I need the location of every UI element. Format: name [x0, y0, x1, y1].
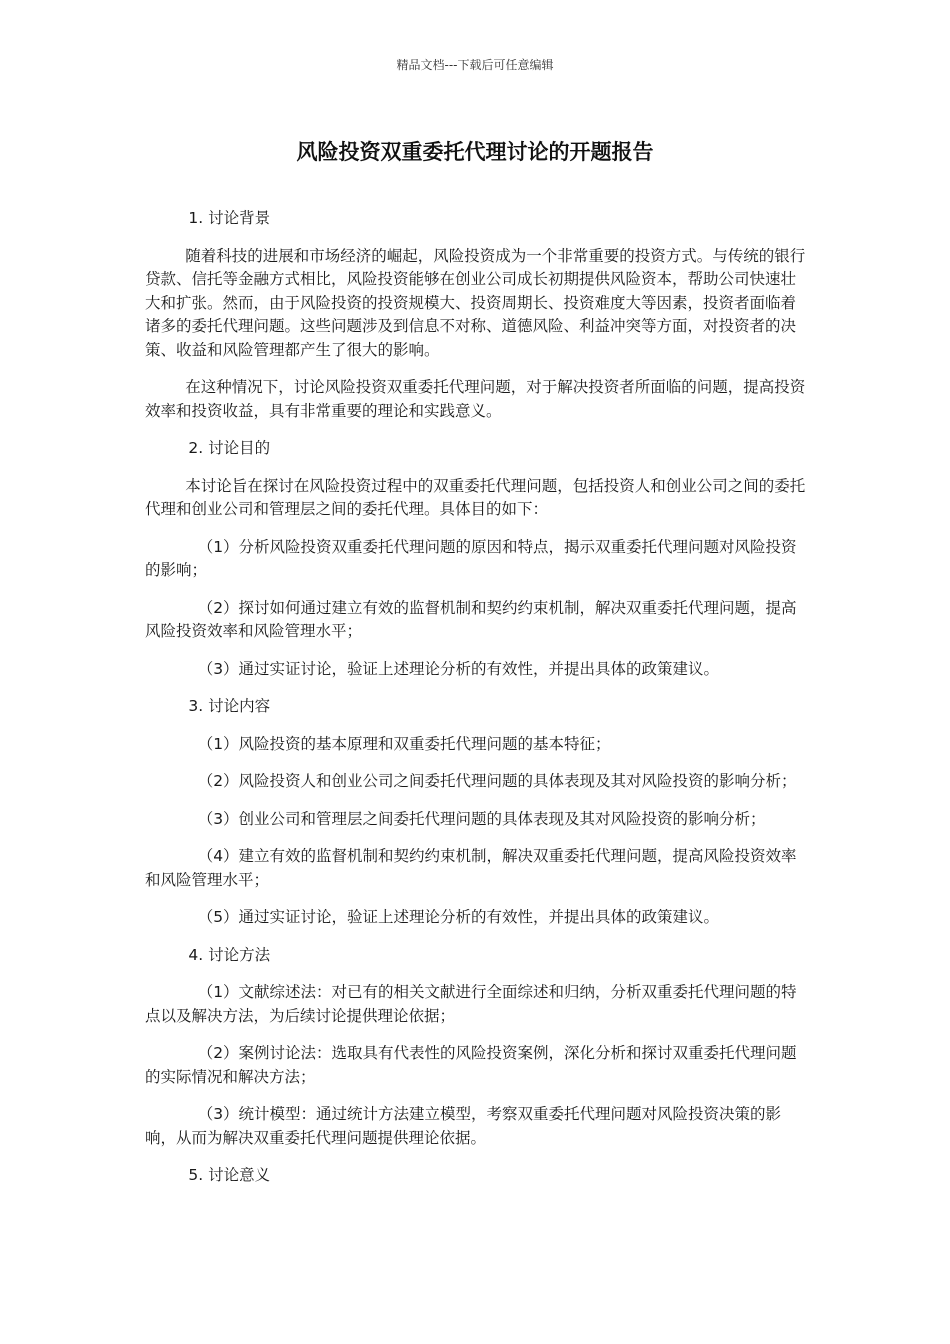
list-item: （4）建立有效的监督机制和契约约束机制，解决双重委托代理问题，提高风险投资效率和风险管理水平；	[145, 847, 797, 889]
section-heading: 5. 讨论意义	[188, 1166, 271, 1184]
body-paragraph: 随着科技的进展和市场经济的崛起，风险投资成为一个非常重要的投资方式。与传统的银行贷款、信托等金融方式相比，风险投资能够在创业公司成长初期提供风险资本，帮助公司快速壮大和扩张。然而，由于风险投资的投资规模大、投资周期长、投资难度大等因素，投资者面临着诸多的委托代理问题。这些问题涉及到信息不对称、道德风险、利益冲突等方面，对投资者的决策、收益和风险管理都产生了很大的影响。	[145, 246, 806, 359]
section-heading: 3. 讨论内容	[188, 697, 271, 715]
document-body	[145, 207, 811, 1202]
section-heading: 1. 讨论背景	[188, 209, 271, 227]
document-title: 风险投资双重委托代理讨论的开题报告	[296, 140, 654, 164]
section-heading: 2. 讨论目的	[188, 439, 271, 457]
list-item: （5）通过实证讨论，验证上述理论分析的有效性，并提出具体的政策建议。	[197, 908, 720, 926]
list-item: （3）统计模型：通过统计方法建立模型，考察双重委托代理问题对风险投资决策的影响，从而为解决双重委托代理问题提供理论依据。	[145, 1105, 782, 1147]
section-heading: 4. 讨论方法	[188, 945, 271, 964]
page-header: 精品文档---下载后可任意编辑	[396, 58, 554, 72]
list-item: （1）分析风险投资双重委托代理问题的原因和特点，揭示双重委托代理问题对风险投资的影响；	[145, 537, 797, 579]
list-item: （1）文献综述法：对已有的相关文献进行全面综述和归纳，分析双重委托代理问题的特点以及解决方法，为后续讨论提供理论依据；	[145, 983, 797, 1025]
body-paragraph: 本讨论旨在探讨在风险投资过程中的双重委托代理问题，包括投资人和创业公司之间的委托代理和创业公司和管理层之间的委托代理。具体目的如下：	[145, 476, 806, 518]
list-item: （2）风险投资人和创业公司之间委托代理问题的具体表现及其对风险投资的影响分析；	[197, 772, 797, 790]
list-item: （3）通过实证讨论，验证上述理论分析的有效性，并提出具体的政策建议。	[197, 659, 720, 678]
body-paragraph: 在这种情况下，讨论风险投资双重委托代理问题，对于解决投资者所面临的问题，提高投资效率和投资收益，具有非常重要的理论和实践意义。	[145, 378, 806, 420]
list-item: （3）创业公司和管理层之间委托代理问题的具体表现及其对风险投资的影响分析；	[197, 809, 766, 828]
list-item: （2）探讨如何通过建立有效的监督机制和契约约束机制，解决双重委托代理问题，提高风险投资效率和风险管理水平；	[145, 598, 797, 640]
list-item: （1）风险投资的基本原理和双重委托代理问题的基本特征；	[197, 734, 611, 753]
list-item: （2）案例讨论法：选取具有代表性的风险投资案例，深化分析和探讨双重委托代理问题的实际情况和解决方法；	[145, 1044, 797, 1086]
